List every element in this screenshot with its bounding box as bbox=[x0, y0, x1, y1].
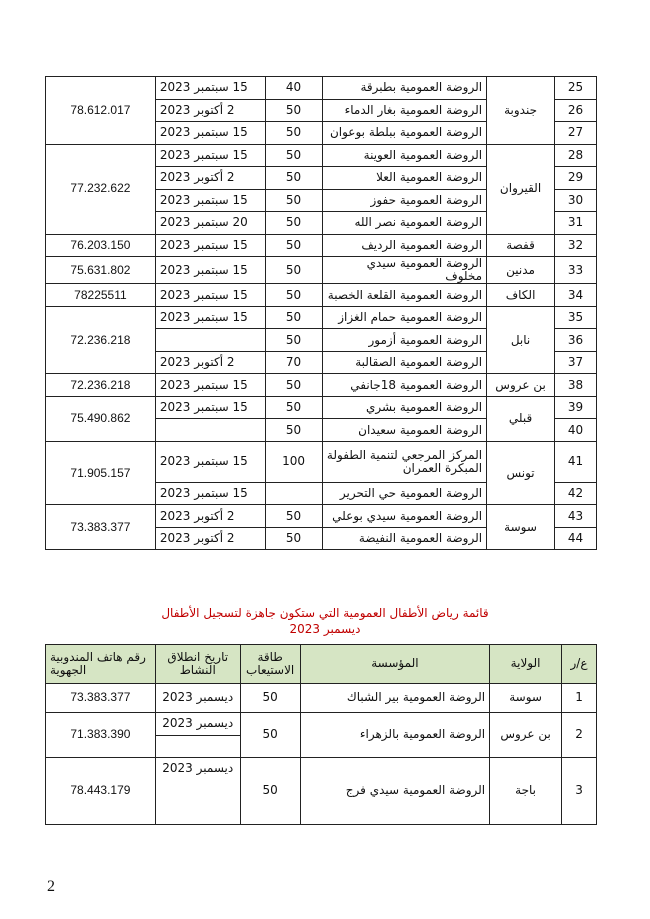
institution-cell: الروضة العمومية العوينة bbox=[322, 144, 487, 167]
num-cell: 27 bbox=[555, 122, 597, 145]
date-cell bbox=[155, 329, 265, 352]
section-title: قائمة رياض الأطفال العمومية التي ستكون جاهزة لتسجيل الأطفال bbox=[161, 606, 489, 620]
capacity-cell: 50 bbox=[240, 713, 300, 758]
capacity-cell: 50 bbox=[265, 396, 322, 419]
institution-cell: الروضة العمومية الصقالبة bbox=[322, 351, 487, 374]
empty-date-cell bbox=[155, 735, 240, 758]
date-cell: 2 أكتوبر 2023 bbox=[155, 99, 265, 122]
capacity-cell: 50 bbox=[265, 329, 322, 352]
num-cell: 37 bbox=[555, 351, 597, 374]
header-institution: المؤسسة bbox=[300, 645, 489, 684]
num-cell: 34 bbox=[555, 284, 597, 307]
num-cell: 35 bbox=[555, 306, 597, 329]
institution-cell: الروضة العمومية سعيدان bbox=[322, 419, 487, 442]
num-cell: 42 bbox=[555, 482, 597, 505]
institution-cell: الروضة العمومية العلا bbox=[322, 167, 487, 190]
governorate-cell: سوسة bbox=[490, 684, 562, 713]
governorate-cell: باجة bbox=[490, 758, 562, 825]
date-cell: 15 سبتمبر 2023 bbox=[155, 189, 265, 212]
num-cell: 41 bbox=[555, 441, 597, 482]
institution-cell: الروضة العمومية 18جانفي bbox=[322, 374, 487, 397]
capacity-cell: 50 bbox=[265, 212, 322, 235]
institution-cell: الروضة العمومية النفيضة bbox=[322, 527, 487, 550]
num-cell: 32 bbox=[555, 234, 597, 257]
institution-cell: الروضة العمومية حفوز bbox=[322, 189, 487, 212]
phone-cell: 72.236.218 bbox=[46, 374, 156, 397]
phone-cell: 75.490.862 bbox=[46, 396, 156, 441]
num-cell: 3 bbox=[562, 758, 597, 825]
table-row bbox=[46, 234, 597, 257]
phone-cell: 72.236.218 bbox=[46, 306, 156, 374]
phone-cell: 75.631.802 bbox=[46, 257, 156, 284]
date-cell: ديسمبر 2023 bbox=[155, 684, 240, 713]
table-row bbox=[46, 396, 597, 419]
date-cell: 15 سبتمبر 2023 bbox=[155, 306, 265, 329]
section-subtitle: ديسمبر 2023 bbox=[289, 622, 361, 636]
governorate-cell: بن عروس bbox=[487, 374, 555, 397]
capacity-cell: 50 bbox=[265, 527, 322, 550]
table-row bbox=[46, 713, 597, 736]
governorate-cell: مدنين bbox=[487, 257, 555, 284]
header-governorate: الولاية bbox=[490, 645, 562, 684]
capacity-cell: 50 bbox=[265, 419, 322, 442]
governorate-cell: الكاف bbox=[487, 284, 555, 307]
institution-cell: الروضة العمومية القلعة الخصبة bbox=[322, 284, 487, 307]
num-cell: 28 bbox=[555, 144, 597, 167]
num-cell: 31 bbox=[555, 212, 597, 235]
governorate-cell: القيروان bbox=[487, 144, 555, 234]
institution-cell: الروضة العمومية نصر الله bbox=[322, 212, 487, 235]
institution-cell: الروضة العمومية سيدي فرج bbox=[300, 758, 489, 825]
governorate-cell: نابل bbox=[487, 306, 555, 374]
header-capacity: طاقة الاستيعاب bbox=[240, 645, 300, 684]
december-kindergarten-table bbox=[45, 644, 597, 825]
date-cell: 15 سبتمبر 2023 bbox=[155, 77, 265, 100]
table-row bbox=[46, 758, 597, 825]
institution-cell: الروضة العمومية بير الشباك bbox=[300, 684, 489, 713]
governorate-cell: سوسة bbox=[487, 505, 555, 550]
table-row bbox=[46, 77, 597, 100]
date-cell: 2 أكتوبر 2023 bbox=[155, 167, 265, 190]
table-row bbox=[46, 441, 597, 482]
institution-cell: الروضة العمومية سيدي مخلوف bbox=[322, 257, 487, 284]
phone-cell: 78.443.179 bbox=[46, 758, 156, 825]
institution-cell: الروضة العمومية سيدي بوعلي bbox=[322, 505, 487, 528]
num-cell: 40 bbox=[555, 419, 597, 442]
phone-cell: 71.905.157 bbox=[46, 441, 156, 505]
capacity-cell: 50 bbox=[240, 758, 300, 825]
institution-cell: الروضة العمومية أزمور bbox=[322, 329, 487, 352]
table-row bbox=[46, 374, 597, 397]
date-cell bbox=[155, 419, 265, 442]
phone-cell: 78.612.017 bbox=[46, 77, 156, 145]
num-cell: 29 bbox=[555, 167, 597, 190]
table-row bbox=[46, 684, 597, 713]
date-cell: 15 سبتمبر 2023 bbox=[155, 284, 265, 307]
capacity-cell: 50 bbox=[265, 122, 322, 145]
date-cell: 2 أكتوبر 2023 bbox=[155, 527, 265, 550]
capacity-cell: 50 bbox=[265, 306, 322, 329]
governorate-cell: جندوبة bbox=[487, 77, 555, 145]
header-phone: رقم هاتف المندوبية الجهوية bbox=[46, 645, 156, 684]
phone-cell: 77.232.622 bbox=[46, 144, 156, 234]
date-cell: 15 سبتمبر 2023 bbox=[155, 374, 265, 397]
capacity-cell: 50 bbox=[265, 167, 322, 190]
date-cell: 15 سبتمبر 2023 bbox=[155, 441, 265, 482]
date-cell: 15 سبتمبر 2023 bbox=[155, 144, 265, 167]
capacity-cell: 50 bbox=[265, 374, 322, 397]
phone-cell: 73.383.377 bbox=[46, 505, 156, 550]
num-cell: 33 bbox=[555, 257, 597, 284]
governorate-cell: قفصة bbox=[487, 234, 555, 257]
num-cell: 25 bbox=[555, 77, 597, 100]
date-cell: 2 أكتوبر 2023 bbox=[155, 505, 265, 528]
capacity-cell: 50 bbox=[240, 684, 300, 713]
num-cell: 43 bbox=[555, 505, 597, 528]
num-cell: 39 bbox=[555, 396, 597, 419]
date-cell: 15 سبتمبر 2023 bbox=[155, 234, 265, 257]
table-header-row bbox=[46, 645, 597, 684]
phone-cell: 78225511 bbox=[46, 284, 156, 307]
table-row bbox=[46, 306, 597, 329]
table-row bbox=[46, 257, 597, 284]
num-cell: 2 bbox=[562, 713, 597, 758]
institution-cell: الروضة العمومية الرديف bbox=[322, 234, 487, 257]
capacity-cell: 50 bbox=[265, 99, 322, 122]
institution-cell: الروضة العمومية حمام الغزاز bbox=[322, 306, 487, 329]
institution-cell: الروضة العمومية بشري bbox=[322, 396, 487, 419]
institution-cell: الروضة العمومية حي التحرير bbox=[322, 482, 487, 505]
capacity-cell: 70 bbox=[265, 351, 322, 374]
num-cell: 36 bbox=[555, 329, 597, 352]
capacity-cell: 40 bbox=[265, 77, 322, 100]
institution-cell: الروضة العمومية بالزهراء bbox=[300, 713, 489, 758]
governorate-cell: بن عروس bbox=[490, 713, 562, 758]
capacity-cell: 100 bbox=[265, 441, 322, 482]
institution-cell: الروضة العمومية ببلطة بوعوان bbox=[322, 122, 487, 145]
date-cell: 15 سبتمبر 2023 bbox=[155, 257, 265, 284]
phone-cell: 71.383.390 bbox=[46, 713, 156, 758]
phone-cell: 76.203.150 bbox=[46, 234, 156, 257]
capacity-cell: 50 bbox=[265, 257, 322, 284]
date-cell: ديسمبر 2023 bbox=[155, 713, 240, 736]
num-cell: 30 bbox=[555, 189, 597, 212]
phone-cell: 73.383.377 bbox=[46, 684, 156, 713]
header-date: تاريخ انطلاق النشاط bbox=[155, 645, 240, 684]
capacity-cell: 50 bbox=[265, 505, 322, 528]
capacity-cell: 50 bbox=[265, 144, 322, 167]
institution-cell: الروضة العمومية بطبرقة bbox=[322, 77, 487, 100]
kindergarten-table-continued bbox=[45, 76, 597, 550]
num-cell: 38 bbox=[555, 374, 597, 397]
date-cell: ديسمبر 2023 bbox=[155, 758, 240, 825]
institution-cell: الروضة العمومية بغار الدماء bbox=[322, 99, 487, 122]
capacity-cell bbox=[265, 482, 322, 505]
header-num: ع/ر bbox=[562, 645, 597, 684]
capacity-cell: 50 bbox=[265, 234, 322, 257]
table-row bbox=[46, 505, 597, 528]
capacity-cell: 50 bbox=[265, 284, 322, 307]
date-cell: 2 أكتوبر 2023 bbox=[155, 351, 265, 374]
table-row bbox=[46, 144, 597, 167]
page-number: 2 bbox=[47, 878, 55, 895]
num-cell: 26 bbox=[555, 99, 597, 122]
num-cell: 44 bbox=[555, 527, 597, 550]
num-cell: 1 bbox=[562, 684, 597, 713]
date-cell: 15 سبتمبر 2023 bbox=[155, 482, 265, 505]
date-cell: 15 سبتمبر 2023 bbox=[155, 122, 265, 145]
table-row bbox=[46, 284, 597, 307]
institution-cell: المركز المرجعي لتنمية الطفولة المبكرة العمران bbox=[322, 441, 487, 482]
governorate-cell: قبلي bbox=[487, 396, 555, 441]
capacity-cell: 50 bbox=[265, 189, 322, 212]
governorate-cell: تونس bbox=[487, 441, 555, 505]
date-cell: 20 سبتمبر 2023 bbox=[155, 212, 265, 235]
date-cell: 15 سبتمبر 2023 bbox=[155, 396, 265, 419]
